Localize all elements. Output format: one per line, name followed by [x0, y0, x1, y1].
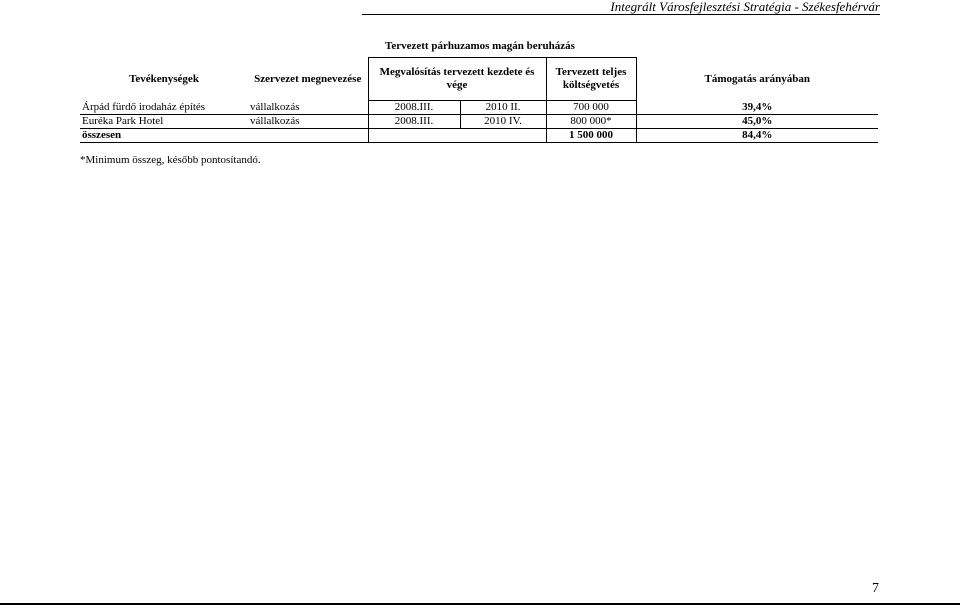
cell-ratio: 39,4% — [742, 100, 773, 113]
cell-total-ratio: 84,4% — [636, 129, 878, 143]
col-header-support-ratio: Támogatás arányában — [704, 72, 810, 85]
cell-organization: vállalkozás — [248, 115, 368, 129]
cell-total-empty — [460, 129, 546, 143]
table-header-row — [80, 58, 878, 101]
table-total-row — [80, 129, 878, 143]
cell-budget: 800 000* — [546, 115, 636, 129]
running-header-title: Integrált Városfejlesztési Stratégia - Székesfehérvár — [610, 0, 880, 14]
col-header-organization: Szervezet megnevezése — [254, 72, 362, 85]
table-title: Tervezett párhuzamos magán beruházás — [385, 40, 575, 52]
col-header-total-budget: Tervezett teljes költségvetés — [546, 58, 636, 101]
cell-end: 2010 II. — [460, 101, 546, 115]
cell-end: 2010 IV. — [460, 115, 546, 129]
table-header — [80, 58, 878, 101]
cell-activity: Árpád fürdő irodaház építés — [82, 100, 206, 113]
cell-budget: 700 000 — [546, 101, 636, 115]
cell-total-empty — [368, 129, 460, 143]
page-footer-rule — [0, 603, 960, 605]
table-row — [80, 101, 878, 115]
investment-table — [80, 57, 878, 143]
col-header-activities: Tevékenységek — [129, 72, 199, 85]
cell-total-budget: 1 500 000 — [546, 129, 636, 143]
cell-activity: Euréka Park Hotel — [80, 115, 248, 129]
page-number: 7 — [872, 581, 879, 596]
col-header-implementation-period: Megvalósítás tervezett kezdete és vége — [368, 58, 546, 101]
cell-total-label: összesen — [80, 129, 248, 143]
cell-start: 2008.III. — [368, 115, 460, 129]
table-row — [80, 115, 878, 129]
cell-total-empty — [248, 129, 368, 143]
table-footnote: *Minimum összeg, később pontosítandó. — [80, 154, 261, 166]
cell-start: 2008.III. — [368, 101, 460, 115]
cell-ratio: 45,0% — [636, 115, 878, 129]
running-header — [362, 0, 880, 15]
cell-organization: vállalkozás — [250, 100, 300, 113]
